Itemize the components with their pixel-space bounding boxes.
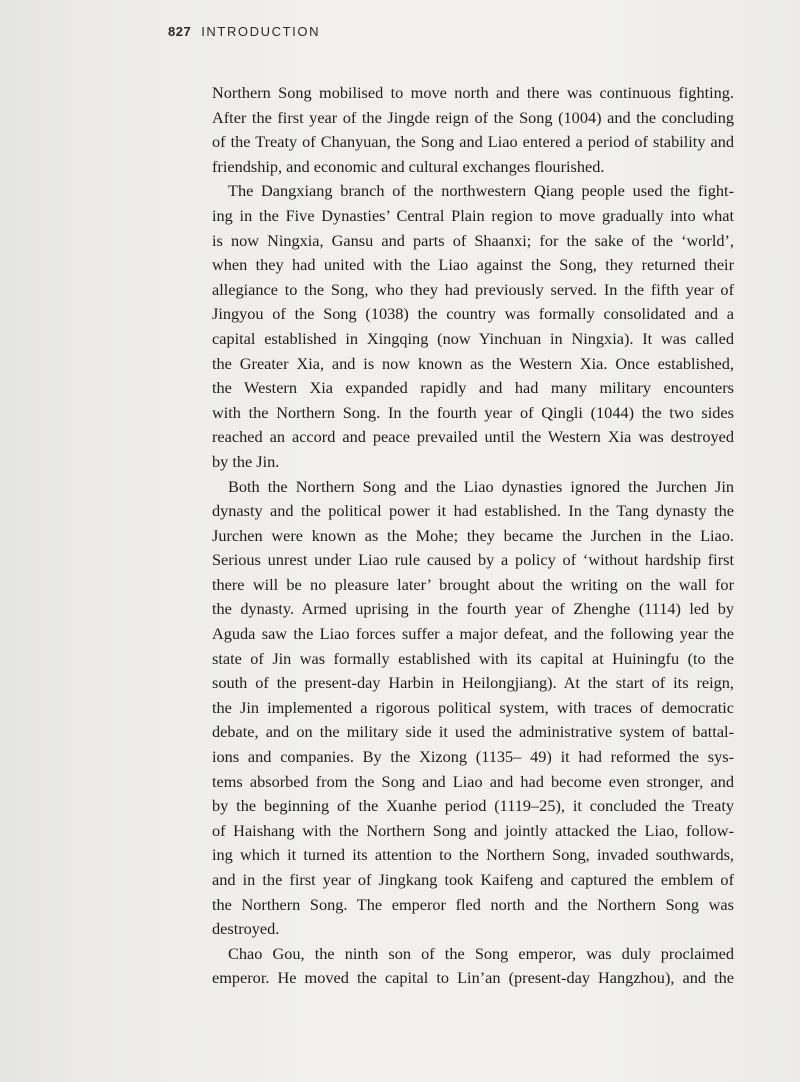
paragraph-4: [212, 942, 734, 991]
body-text: [212, 81, 734, 991]
text-line: state of Jin was formally established with its capital at Huiningfu (to the: [212, 648, 734, 668]
text-line: ions and companies. By the Xizong (1135– 49) it had reformed the sys-: [212, 747, 734, 767]
text-line: ing in the Five Dynasties’ Central Plain region to move gradually into what: [212, 205, 734, 225]
text-line: the Northern Song. The emperor fled north and the Northern Song was: [212, 894, 734, 914]
text-line: and in the first year of Jingkang took Kaifeng and captured the emblem of: [212, 870, 734, 889]
text-line: Jurchen were known as the Mohe; they became the Jurchen in the Liao.: [212, 525, 734, 545]
paragraph-3: [212, 475, 734, 942]
text-line: Jingyou of the Song (1038) the country was formally consolidated and a: [212, 304, 734, 324]
text-line: debate, and on the military side it used the administrative system of battal-: [212, 722, 734, 742]
page-number: 827: [168, 24, 192, 39]
text-line: by the Jin.: [212, 451, 280, 471]
text-line: the Western Xia expanded rapidly and had many military encounters: [212, 378, 734, 398]
text-line: when they had united with the Liao against the Song, they returned their: [212, 255, 734, 275]
text-line: there will be no pleasure later’ brought about the writing on the wall for: [212, 574, 734, 594]
text-line: Chao Gou, the ninth son of the Song emperor, was duly proclaimed: [228, 943, 734, 963]
text-line: with the Northern Song. In the fourth year of Qingli (1044) the two sides: [212, 402, 734, 422]
text-line: friendship, and economic and cultural exchanges flourished.: [212, 156, 605, 176]
text-line: ing which it turned its attention to the Northern Song, invaded southwards,: [212, 845, 734, 865]
text-line: The Dangxiang branch of the northwestern Qiang people used the fight-: [228, 181, 734, 201]
text-line: the dynasty. Armed uprising in the fourth year of Zhenghe (1114) led by: [212, 599, 734, 619]
text-line: After the first year of the Jingde reign of the Song (1004) and the concluding: [212, 107, 734, 127]
text-line: destroyed.: [212, 919, 280, 939]
text-line: Northern Song mobilised to move north and there was continuous fighting.: [212, 83, 734, 102]
text-line: by the beginning of the Xuanhe period (1119–25), it concluded the Treaty: [212, 796, 734, 816]
text-line: capital established in Xingqing (now Yinchuan in Ningxia). It was called: [212, 328, 734, 348]
text-line: is now Ningxia, Gansu and parts of Shaanxi; for the sake of the ‘world’,: [212, 230, 734, 250]
text-line: south of the present-day Harbin in Heilongjiang). At the start of its reign,: [212, 673, 734, 693]
text-line: of the Treaty of Chanyuan, the Song and Liao entered a period of stability and: [212, 132, 734, 152]
text-line: of Haishang with the Northern Song and jointly attacked the Liao, follow-: [212, 820, 734, 840]
text-line: reached an accord and peace prevailed until the Western Xia was destroyed: [212, 427, 734, 447]
text-line: Aguda saw the Liao forces suffer a major defeat, and the following year the: [212, 624, 734, 644]
text-line: the Greater Xia, and is now known as the Western Xia. Once established,: [212, 353, 734, 373]
paragraph-2: [212, 179, 734, 474]
text-line: Both the Northern Song and the Liao dynasties ignored the Jurchen Jin: [228, 476, 734, 496]
paragraph-1: [212, 81, 734, 179]
text-line: allegiance to the Song, who they had previously served. In the fifth year of: [212, 279, 734, 299]
running-header: [168, 24, 320, 39]
text-line: the Jin implemented a rigorous political system, with traces of democratic: [212, 697, 734, 717]
text-line: dynasty and the political power it had established. In the Tang dynasty the: [212, 501, 734, 521]
text-line: tems absorbed from the Song and Liao and had become even stronger, and: [212, 771, 734, 791]
running-title: INTRODUCTION: [201, 24, 321, 39]
text-line: emperor. He moved the capital to Lin’an (present-day Hangzhou), and the: [212, 968, 734, 988]
text-line: Serious unrest under Liao rule caused by a policy of ‘without hardship first: [212, 550, 734, 570]
